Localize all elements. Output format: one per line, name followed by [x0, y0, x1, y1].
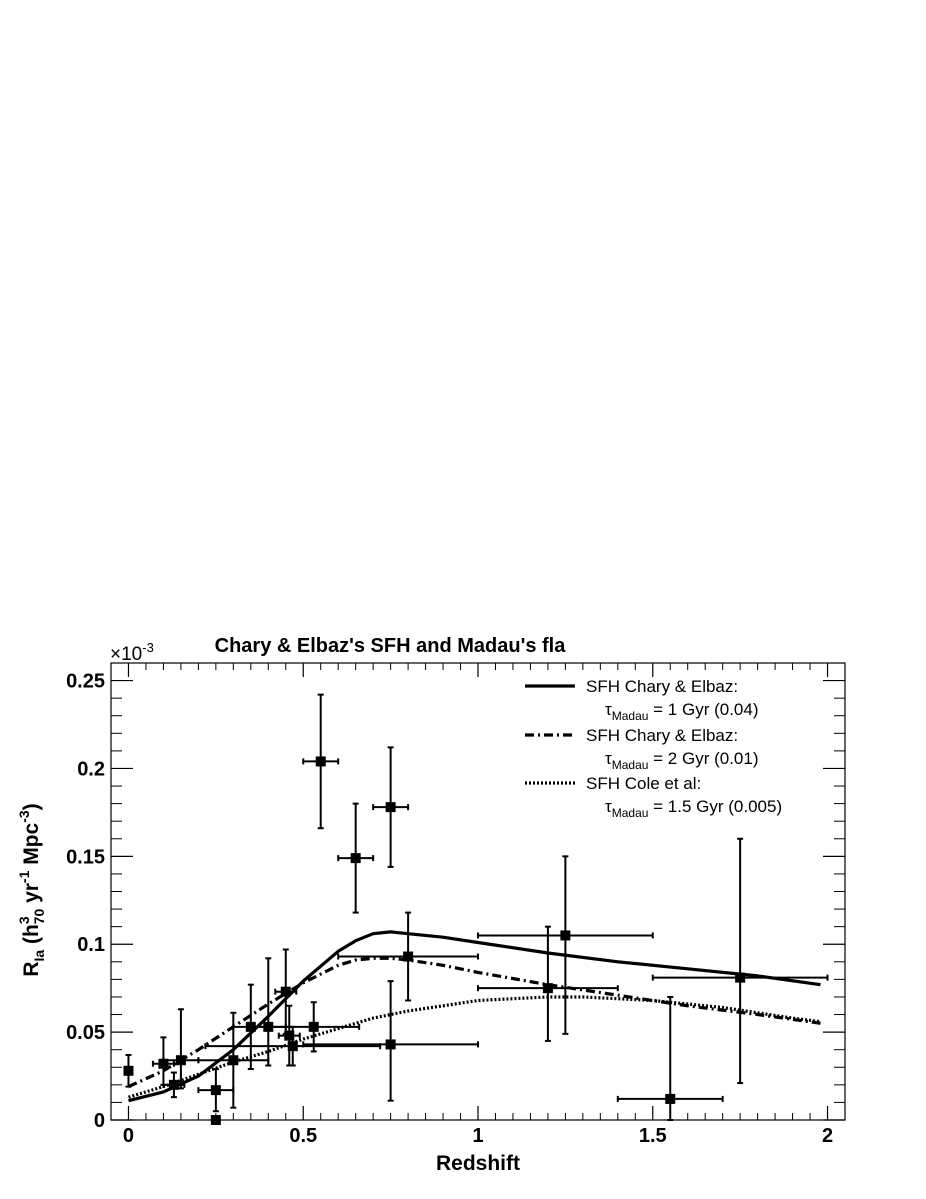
point-marker	[211, 1115, 221, 1125]
point-marker	[228, 1055, 238, 1065]
legend-entry-param: $\tau_{Madau} = 1$ Gyr (0.04)	[605, 700, 759, 723]
point-marker	[316, 756, 326, 766]
point-marker	[288, 1041, 298, 1051]
point-marker	[169, 1080, 179, 1090]
y-tick-label: 0.15	[66, 846, 105, 869]
y-tick-label: 0.2	[77, 758, 105, 781]
point-marker	[735, 973, 745, 983]
legend	[525, 677, 782, 820]
x-tick-label: 1.5	[638, 1125, 667, 1147]
data-point	[338, 913, 478, 1001]
point-marker	[309, 1022, 319, 1032]
data-point	[618, 997, 723, 1120]
point-marker	[123, 1066, 133, 1076]
data-point	[279, 1006, 300, 1066]
point-marker	[281, 987, 291, 997]
y-axis-label: $R_{Ia}$ ($h^370$ $yr^{-1}$ Mpc$^{-3}$)	[16, 803, 47, 977]
data-point	[653, 839, 828, 1083]
data-point	[303, 981, 478, 1101]
data-point	[251, 958, 286, 1065]
data-point	[303, 695, 338, 829]
point-marker	[560, 930, 570, 940]
point-marker	[543, 983, 553, 993]
point-marker	[665, 1094, 675, 1104]
data-point	[211, 1115, 221, 1125]
x-tick-label: 2	[821, 1125, 834, 1147]
y-tick-label: 0.05	[66, 1022, 105, 1045]
point-marker	[176, 1055, 186, 1065]
y-multiplier: $\times 10^{-3}$	[110, 640, 154, 665]
point-marker	[386, 802, 396, 812]
data-point	[123, 1055, 133, 1087]
y-tick-label: 0	[93, 1110, 105, 1132]
point-marker	[403, 952, 413, 962]
x-tick-label: 1	[472, 1125, 484, 1147]
chart-title: Chary & Elbaz's SFH and Madau's fla	[214, 635, 566, 657]
point-marker	[351, 853, 361, 863]
x-tick-label: 0.5	[289, 1125, 318, 1147]
legend-entry-param: $\tau_{Madau} = 1.5$ Gyr (0.005)	[605, 797, 783, 820]
legend-entry-name: SFH Cole et al:	[586, 774, 702, 793]
x-tick-label: 0	[122, 1125, 135, 1147]
y-tick-label: 0.25	[66, 670, 105, 693]
data-point	[478, 927, 618, 1041]
data-point	[163, 1009, 198, 1088]
point-marker	[386, 1039, 396, 1049]
point-marker	[211, 1085, 221, 1095]
legend-entry-name: SFH Chary & Elbaz:	[586, 726, 739, 745]
x-axis-label: Redshift	[436, 1152, 520, 1175]
y-tick-label: 0.1	[77, 934, 105, 957]
data-point	[275, 950, 296, 1034]
legend-entry-name: SFH Chary & Elbaz:	[586, 677, 739, 696]
data-point	[338, 804, 373, 913]
legend-entry-param: $\tau_{Madau} = 2$ Gyr (0.01)	[605, 749, 759, 772]
data-point	[198, 1069, 233, 1111]
data-point	[373, 747, 408, 867]
